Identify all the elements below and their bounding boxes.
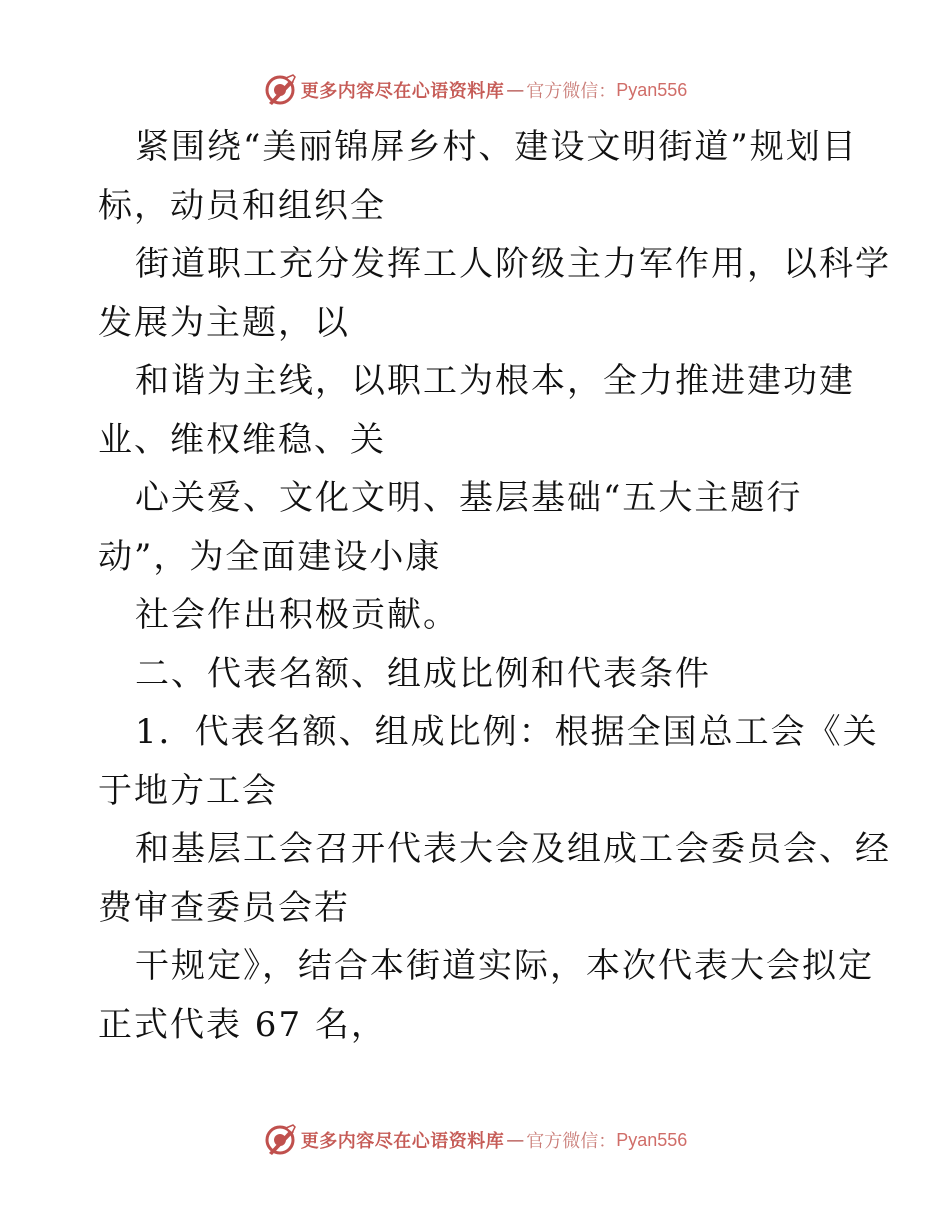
watermark-wechat-label: 官方微信： bbox=[526, 1131, 617, 1152]
text-line: 和谐为主线，以职工为根本，全力推进建功建 bbox=[135, 361, 855, 401]
text-line: 干规定》，结合本街道实际，本次代表大会拟定 bbox=[135, 946, 874, 986]
watermark-dash: — bbox=[506, 79, 525, 101]
text-line: 和基层工会召开代表大会及组成工会委员会、经 bbox=[135, 829, 891, 869]
watermark-main-text: 更多内容尽在心语资料库 bbox=[300, 81, 505, 102]
text-line: 1．代表名额、组成比例：根据全国总工会《关 bbox=[135, 712, 879, 752]
watermark-wechat-id: Pyan556 bbox=[616, 79, 688, 100]
document-body bbox=[98, 118, 891, 1054]
section-heading: 二、代表名额、组成比例和代表条件 bbox=[135, 653, 711, 694]
footer-watermark bbox=[0, 1120, 950, 1160]
watermark-dash: — bbox=[506, 1129, 525, 1151]
text-line: 费审查委员会若 bbox=[98, 887, 350, 928]
text-line: 动”，为全面建设小康 bbox=[98, 536, 442, 577]
pen-logo-icon bbox=[263, 1123, 297, 1157]
watermark-wechat-id: Pyan556 bbox=[616, 1129, 688, 1150]
text-line: 于地方工会 bbox=[98, 770, 278, 811]
text-line: 发展为主题，以 bbox=[98, 302, 350, 343]
header-watermark bbox=[0, 70, 950, 110]
text-line: 标，动员和组织全 bbox=[98, 185, 386, 226]
watermark-wechat-label: 官方微信： bbox=[526, 81, 617, 102]
text-line: 社会作出积极贡献。 bbox=[135, 595, 459, 635]
text-line: 业、维权维稳、关 bbox=[98, 419, 386, 460]
text-line: 正式代表 67 名， bbox=[98, 1004, 387, 1045]
text-line: 心关爱、文化文明、基层基础“五大主题行 bbox=[135, 478, 803, 518]
text-line: 街道职工充分发挥工人阶级主力军作用，以科学 bbox=[135, 244, 891, 284]
pen-logo-icon bbox=[263, 73, 297, 107]
text-line: 紧围绕“美丽锦屏乡村、建设文明街道”规划目 bbox=[135, 127, 858, 167]
watermark-main-text: 更多内容尽在心语资料库 bbox=[300, 1131, 505, 1152]
